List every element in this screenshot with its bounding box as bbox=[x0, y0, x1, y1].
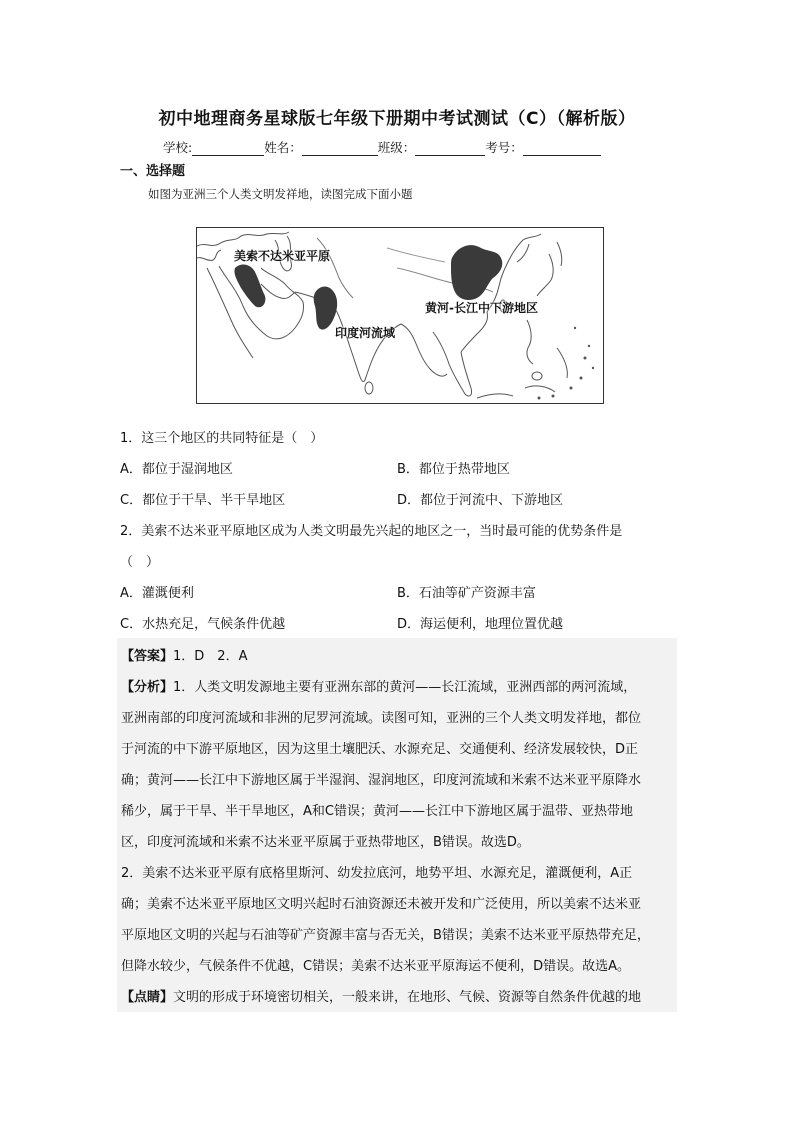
class-blank bbox=[415, 142, 485, 156]
indus-label: 印度河流域 bbox=[335, 326, 396, 340]
analysis-line-10: 但降水较少，气候条件不优越，C错误；美索不达米亚平原海运不便利，D错误。故选A。 bbox=[121, 959, 630, 974]
question-1-option-a[interactable]: A．都位于湿润地区 bbox=[120, 462, 233, 477]
section-title: 一、选择题 bbox=[120, 164, 186, 179]
question-2-option-a[interactable]: A．灌溉便利 bbox=[120, 586, 194, 601]
school-label: 学校: bbox=[163, 140, 193, 155]
answer-tag: 【答案】 bbox=[121, 649, 174, 664]
tip-tag: 【点睛】 bbox=[121, 990, 174, 1005]
question-2-stem: 2．美索不达米亚平原地区成为人类文明最先兴起的地区之一，当时最可能的优势条件是 bbox=[120, 524, 623, 539]
question-1-option-d[interactable]: D．都位于河流中、下游地区 bbox=[397, 493, 564, 508]
yellow-yangtze-region bbox=[451, 245, 502, 300]
analysis-line-7: 2．美索不达米亚平原有底格里斯河、幼发拉底河，地势平坦、水源充足，灌溉便利，A正 bbox=[121, 866, 633, 881]
analysis-line-8: 确；美索不达米亚平原地区文明兴起时石油资源还未被开发和广泛使用，所以美索不达米亚 bbox=[121, 897, 642, 912]
asia-civilization-map bbox=[196, 227, 604, 404]
mesopotamia-label: 美索不达米亚平原 bbox=[234, 249, 331, 263]
page-title: 初中地理商务星球版七年级下册期中考试测试（C）（解析版） bbox=[158, 109, 636, 129]
yellow-yangtze-label: 黄河-长江中下游地区 bbox=[425, 301, 538, 315]
analysis-line-4: 确；黄河——长江中下游地区属于半湿润、湿润地区，印度河流域和米索不达米亚平原降水 bbox=[121, 773, 642, 788]
question-1-stem: 1．这三个地区的共同特征是（ ） bbox=[120, 431, 324, 446]
name-label: 姓名： bbox=[264, 140, 302, 155]
analysis-line-2: 亚洲南部的印度河流域和非洲的尼罗河流域。读图可知，亚洲的三个人类文明发祥地，都位 bbox=[121, 711, 642, 726]
question-2-stem-cont: （ ） bbox=[120, 555, 160, 570]
tip-text: 文明的形成于环境密切相关，一般来讲，在地形、气候、资源等自然条件优越的地 bbox=[173, 990, 642, 1005]
mesopotamia-region bbox=[234, 265, 265, 308]
analysis-text: 1．人类文明发源地主要有亚洲东部的黄河——长江流域，亚洲西部的两河流域， bbox=[173, 680, 637, 695]
analysis-tag: 【分析】 bbox=[121, 680, 174, 695]
question-1-option-b[interactable]: B．都位于热带地区 bbox=[397, 462, 510, 477]
exam-no-label: 考号： bbox=[485, 140, 523, 155]
answer-text: 1．D 2．A bbox=[173, 649, 248, 664]
analysis-line-3: 于河流的中下游平原地区，因为这里土壤肥沃、水源充足、交通便利、经济发展较快，D正 bbox=[121, 742, 639, 757]
question-2-option-c[interactable]: C．水热充足，气候条件优越 bbox=[120, 617, 286, 632]
analysis-line-1 bbox=[121, 676, 636, 695]
tip-line bbox=[121, 986, 641, 1005]
exam-no-blank bbox=[523, 142, 601, 156]
question-1-option-c[interactable]: C．都位于干旱、半干旱地区 bbox=[120, 493, 286, 508]
question-2-option-b[interactable]: B．石油等矿产资源丰富 bbox=[397, 586, 536, 601]
indus-region bbox=[314, 287, 337, 330]
analysis-line-5: 稀少，属于干旱、半干旱地区，A和C错误；黄河——长江中下游地区属于温带、亚热带地 bbox=[121, 804, 633, 819]
class-label: 班级： bbox=[377, 140, 416, 155]
question-2-option-d[interactable]: D．海运便利，地理位置优越 bbox=[397, 617, 564, 632]
analysis-line-6: 区，印度河流域和米索不达米亚平原属于亚热带地区，B错误。故选D。 bbox=[121, 835, 530, 850]
student-info-line bbox=[163, 138, 601, 156]
answer-line bbox=[121, 645, 247, 664]
school-blank bbox=[192, 142, 264, 156]
name-blank bbox=[302, 142, 378, 156]
question-intro: 如图为亚洲三个人类文明发祥地，读图完成下面小题 bbox=[148, 187, 413, 201]
analysis-line-9: 平原地区文明的兴起与石油等矿产资源丰富与否无关，B错误；美索不达米亚平原热带充足， bbox=[121, 928, 650, 943]
